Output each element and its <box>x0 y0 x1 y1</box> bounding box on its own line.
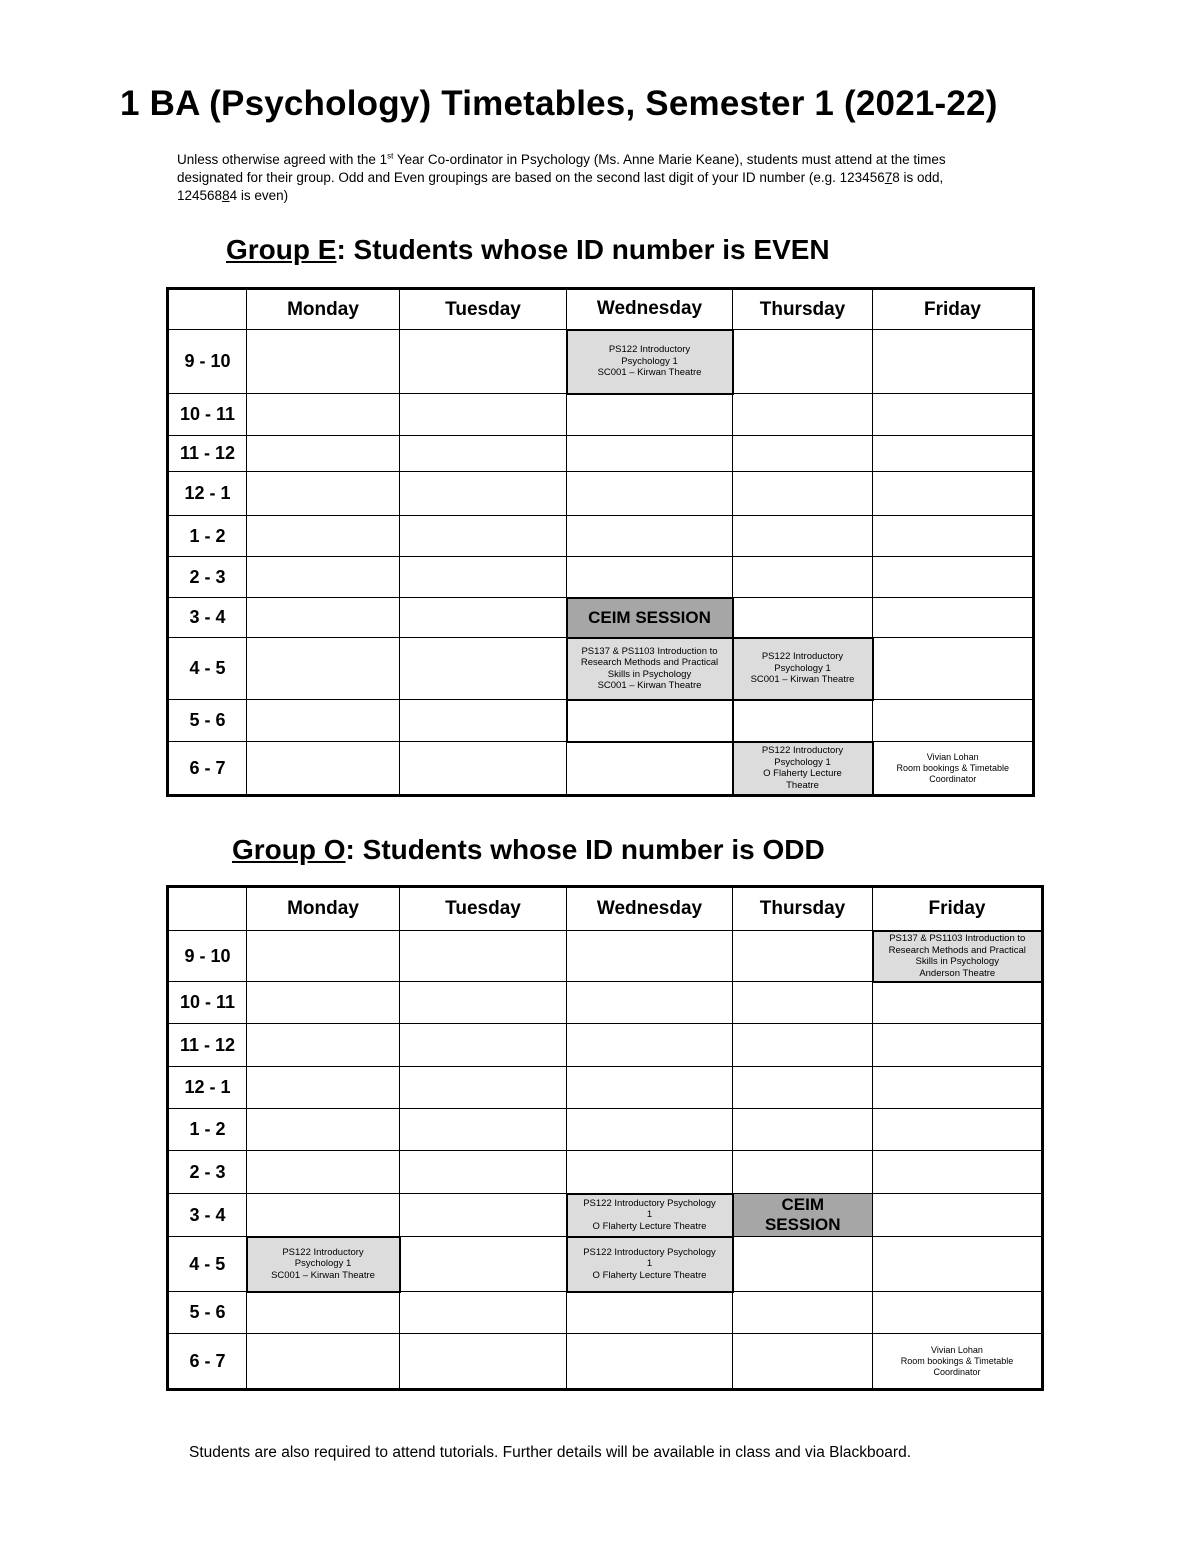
table-row <box>168 1194 1043 1237</box>
time-slot: 5 - 6 <box>168 700 247 742</box>
table-row <box>168 1024 1043 1067</box>
time-slot: 3 - 4 <box>168 598 247 638</box>
day-header: Friday <box>873 887 1043 931</box>
table-row <box>168 1109 1043 1151</box>
corner-cell <box>168 887 247 931</box>
time-slot: 4 - 5 <box>168 1237 247 1292</box>
time-slot: 9 - 10 <box>168 931 247 982</box>
group-o-timetable <box>166 885 1044 1391</box>
time-slot: 1 - 2 <box>168 1109 247 1151</box>
table-row <box>168 638 1034 700</box>
class-cell: PS122 Introductory Psychology 1 O Flaherty Lecture Theatre <box>733 742 873 796</box>
table-row <box>168 394 1034 436</box>
time-slot: 4 - 5 <box>168 638 247 700</box>
empty-cell <box>247 330 400 394</box>
table-row <box>168 436 1034 472</box>
table-row <box>168 982 1043 1024</box>
table-row <box>168 472 1034 516</box>
time-slot: 9 - 10 <box>168 330 247 394</box>
time-slot: 10 - 11 <box>168 982 247 1024</box>
time-slot: 2 - 3 <box>168 557 247 598</box>
day-header: Wednesday <box>567 887 733 931</box>
day-header: Wednesday <box>567 289 733 330</box>
class-cell: PS122 Introductory Psychology 1 SC001 – Kirwan Theatre <box>567 330 733 394</box>
time-slot: 12 - 1 <box>168 472 247 516</box>
time-slot: 2 - 3 <box>168 1151 247 1194</box>
class-cell: PS122 Introductory Psychology 1 SC001 – Kirwan Theatre <box>733 638 873 700</box>
class-cell: PS137 & PS1103 Introduction to Research Methods and Practical Skills in Psychology Anderson Theatre <box>873 931 1043 982</box>
table-row <box>168 700 1034 742</box>
time-slot: 5 - 6 <box>168 1292 247 1334</box>
corner-cell <box>168 289 247 330</box>
table-row <box>168 516 1034 557</box>
table-row <box>168 598 1034 638</box>
table-row <box>168 1151 1043 1194</box>
time-slot: 11 - 12 <box>168 436 247 472</box>
empty-cell <box>733 330 873 394</box>
time-slot: 1 - 2 <box>168 516 247 557</box>
ceim-session-cell: CEIM SESSION <box>733 1194 873 1237</box>
day-header: Thursday <box>733 887 873 931</box>
class-cell: PS137 & PS1103 Introduction to Research Methods and Practical Skills in Psychology SC001 – Kirwan Theatre <box>567 638 733 700</box>
class-cell: PS122 Introductory Psychology 1 SC001 – Kirwan Theatre <box>247 1237 400 1292</box>
table-row <box>168 330 1034 394</box>
intro-paragraph: Unless otherwise agreed with the 1st Year Co-ordinator in Psychology (Ms. Anne Marie Keane), students must attend at the times designated for their group. Odd and Even groupings are based on the second last digit of your ID number (e.g. 12345678 is odd, 12456884 is even) <box>177 151 946 203</box>
table-row <box>168 1334 1043 1390</box>
empty-cell <box>873 330 1034 394</box>
table-row <box>168 931 1043 982</box>
time-slot: 12 - 1 <box>168 1067 247 1109</box>
day-header: Monday <box>247 289 400 330</box>
day-header: Tuesday <box>400 887 567 931</box>
time-slot: 6 - 7 <box>168 742 247 796</box>
table-row <box>168 557 1034 598</box>
table-row <box>168 742 1034 796</box>
table-row <box>168 1292 1043 1334</box>
page-title: 1 BA (Psychology) Timetables, Semester 1 (2021-22) <box>120 84 998 123</box>
group-e-timetable <box>166 287 1035 797</box>
table-row <box>168 1067 1043 1109</box>
ceim-session-cell: CEIM SESSION <box>567 598 733 638</box>
time-slot: 11 - 12 <box>168 1024 247 1067</box>
time-slot: 6 - 7 <box>168 1334 247 1390</box>
table-row <box>168 1237 1043 1292</box>
day-header: Tuesday <box>400 289 567 330</box>
coordinator-note: Vivian Lohan Room bookings & Timetable Coordinator <box>873 1334 1043 1390</box>
time-slot: 10 - 11 <box>168 394 247 436</box>
group-o-heading: Group O: Students whose ID number is ODD <box>232 834 825 865</box>
empty-cell <box>400 330 567 394</box>
day-header: Friday <box>873 289 1034 330</box>
coordinator-note: Vivian Lohan Room bookings & Timetable Coordinator <box>873 742 1034 796</box>
class-cell: PS122 Introductory Psychology 1 O Flaherty Lecture Theatre <box>567 1237 733 1292</box>
time-slot: 3 - 4 <box>168 1194 247 1237</box>
class-cell: PS122 Introductory Psychology 1 O Flaherty Lecture Theatre <box>567 1194 733 1237</box>
day-header: Thursday <box>733 289 873 330</box>
footer-note: Students are also required to attend tutorials. Further details will be available in class and via Blackboard. <box>189 1444 912 1461</box>
group-e-heading: Group E: Students whose ID number is EVEN <box>226 234 830 265</box>
day-header: Monday <box>247 887 400 931</box>
